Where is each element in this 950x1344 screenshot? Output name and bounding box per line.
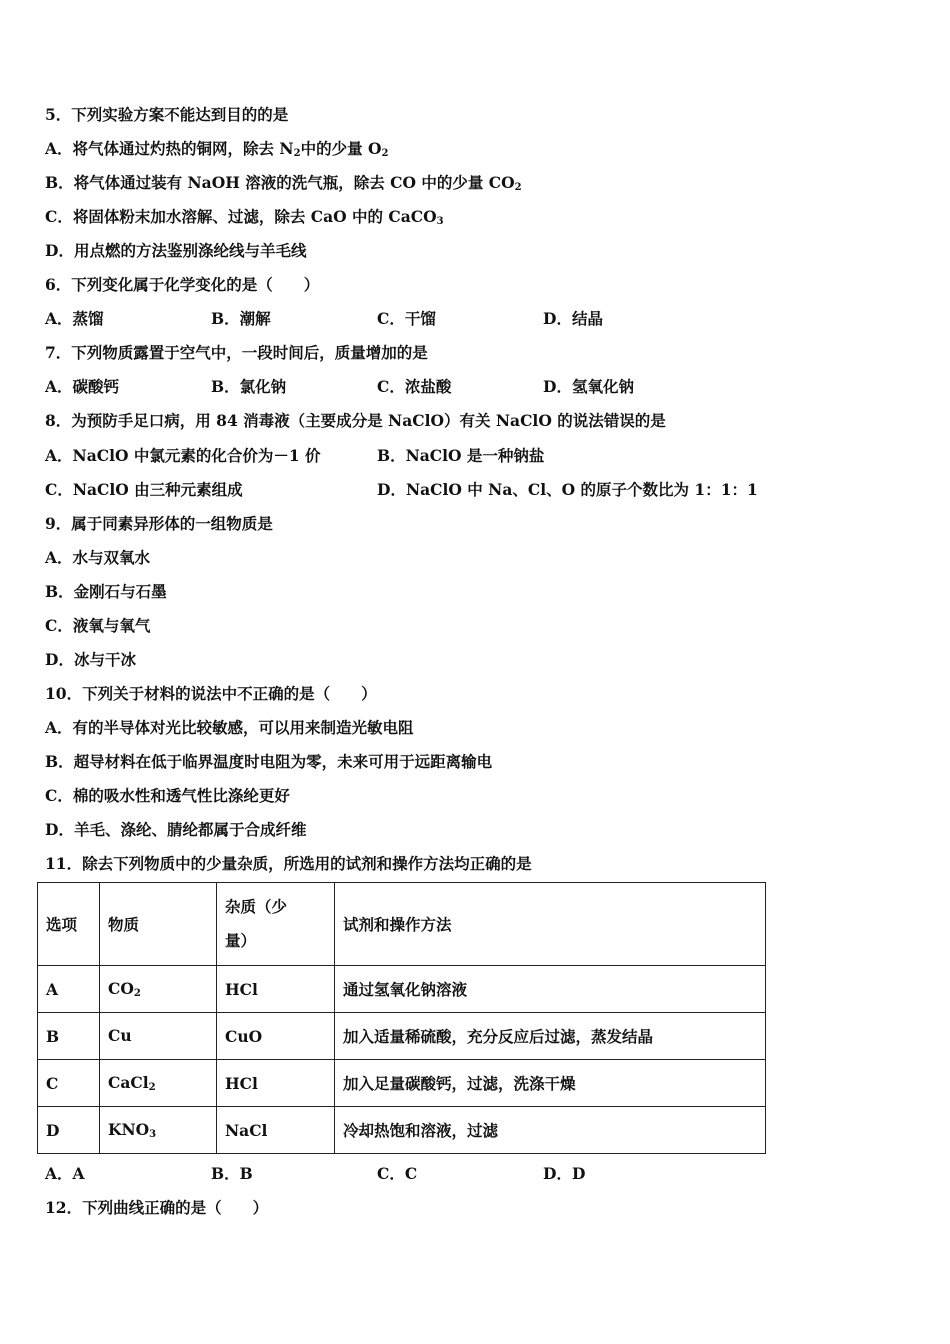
q8-option-c: C．NaClO 由三种元素组成 xyxy=(45,480,243,499)
table-header-row xyxy=(38,883,766,966)
cell-option: C xyxy=(38,1060,100,1107)
cell-impurity: CuO xyxy=(217,1013,335,1060)
cell-method: 加入适量稀硫酸，充分反应后过滤，蒸发结晶 xyxy=(335,1013,766,1060)
cell-impurity: HCl xyxy=(217,1060,335,1107)
q10-option-a: A．有的半导体对光比较敏感，可以用来制造光敏电阻 xyxy=(45,718,414,737)
q7-option-a: A．碳酸钙 xyxy=(45,377,120,396)
cell-substance: $CO_2$ xyxy=(100,966,217,1013)
q11-table xyxy=(37,882,766,1154)
header-option: 选项 xyxy=(38,883,100,966)
cell-method: 通过氢氧化钠溶液 xyxy=(335,966,766,1013)
q7-option-b: B．氯化钠 xyxy=(211,377,287,396)
q9-option-b: B．金刚石与石墨 xyxy=(45,582,167,601)
q8-option-b: B．NaClO 是一种钠盐 xyxy=(377,446,545,465)
cell-option: B xyxy=(38,1013,100,1060)
q11-option-a: A．A xyxy=(45,1164,85,1183)
q10-stem: 10．下列关于材料的说法中不正确的是（ ） xyxy=(45,684,377,703)
cell-option: A xyxy=(38,966,100,1013)
cell-option: D xyxy=(38,1107,100,1154)
q8-option-d: D．NaClO 中 Na、Cl、O 的原子个数比为 1：1：1 xyxy=(377,480,758,499)
q10-option-d: D．羊毛、涤纶、腈纶都属于合成纤维 xyxy=(45,820,307,839)
q9-option-d: D．冰与干冰 xyxy=(45,650,136,669)
cell-substance: CaCl$_2$ xyxy=(100,1060,217,1107)
table-row xyxy=(38,966,766,1013)
q6-option-a: A．蒸馏 xyxy=(45,309,104,328)
q7-option-c: C．浓盐酸 xyxy=(377,377,452,396)
q8-stem: 8．为预防手足口病，用 84 消毒液（主要成分是 NaClO）有关 NaClO 的说法错误的是 xyxy=(45,411,666,430)
table-row xyxy=(38,1060,766,1107)
q7-option-d: D．氢氧化钠 xyxy=(543,377,634,396)
cell-impurity: NaCl xyxy=(217,1107,335,1154)
q5-option-d: D．用点燃的方法鉴别涤纶线与羊毛线 xyxy=(45,241,307,260)
q12-stem: 12．下列曲线正确的是（ ） xyxy=(45,1198,269,1217)
header-method: 试剂和操作方法 xyxy=(335,883,766,966)
q5-stem: 5．下列实验方案不能达到目的的是 xyxy=(45,105,289,124)
q10-option-c: C．棉的吸水性和透气性比涤纶更好 xyxy=(45,786,290,805)
cell-substance: Cu xyxy=(100,1013,217,1060)
q7-stem: 7．下列物质露置于空气中，一段时间后，质量增加的是 xyxy=(45,343,428,362)
q5-option-c: C．将固体粉末加水溶解、过滤，除去 CaO 中的 CaCO$_3$ xyxy=(45,207,444,227)
q9-option-c: C．液氧与氧气 xyxy=(45,616,151,635)
table-row xyxy=(38,1107,766,1154)
q8-option-a: A．NaClO 中氯元素的化合价为－1 价 xyxy=(45,446,321,465)
q11-option-d: D．D xyxy=(543,1164,586,1183)
cell-method: 加入足量碳酸钙，过滤，洗涤干燥 xyxy=(335,1060,766,1107)
table-row xyxy=(38,1013,766,1060)
cell-impurity: HCl xyxy=(217,966,335,1013)
header-impurity: 杂质（少 量） xyxy=(217,883,335,966)
q6-stem: 6．下列变化属于化学变化的是（ ） xyxy=(45,275,320,294)
q9-option-a: A．水与双氧水 xyxy=(45,548,151,567)
q6-option-c: C．干馏 xyxy=(377,309,436,328)
header-substance: 物质 xyxy=(100,883,217,966)
cell-substance: $KNO_3$ xyxy=(100,1107,217,1154)
q10-option-b: B．超导材料在低于临界温度时电阻为零，未来可用于远距离输电 xyxy=(45,752,493,771)
cell-method: 冷却热饱和溶液，过滤 xyxy=(335,1107,766,1154)
q9-stem: 9．属于同素异形体的一组物质是 xyxy=(45,514,273,533)
q11-option-b: B．B xyxy=(211,1164,253,1183)
q6-option-d: D．结晶 xyxy=(543,309,603,328)
q11-stem: 11．除去下列物质中的少量杂质，所选用的试剂和操作方法均正确的是 xyxy=(45,854,532,873)
q5-option-b: B．将气体通过装有 NaOH 溶液的洗气瓶，除去 CO 中的少量 $CO_2$ xyxy=(45,173,522,193)
q6-option-b: B．潮解 xyxy=(211,309,271,328)
q5-option-a: A．将气体通过灼热的铜网，除去 $N_2$中的少量 $O_2$ xyxy=(45,139,389,159)
q11-option-c: C．C xyxy=(377,1164,418,1183)
